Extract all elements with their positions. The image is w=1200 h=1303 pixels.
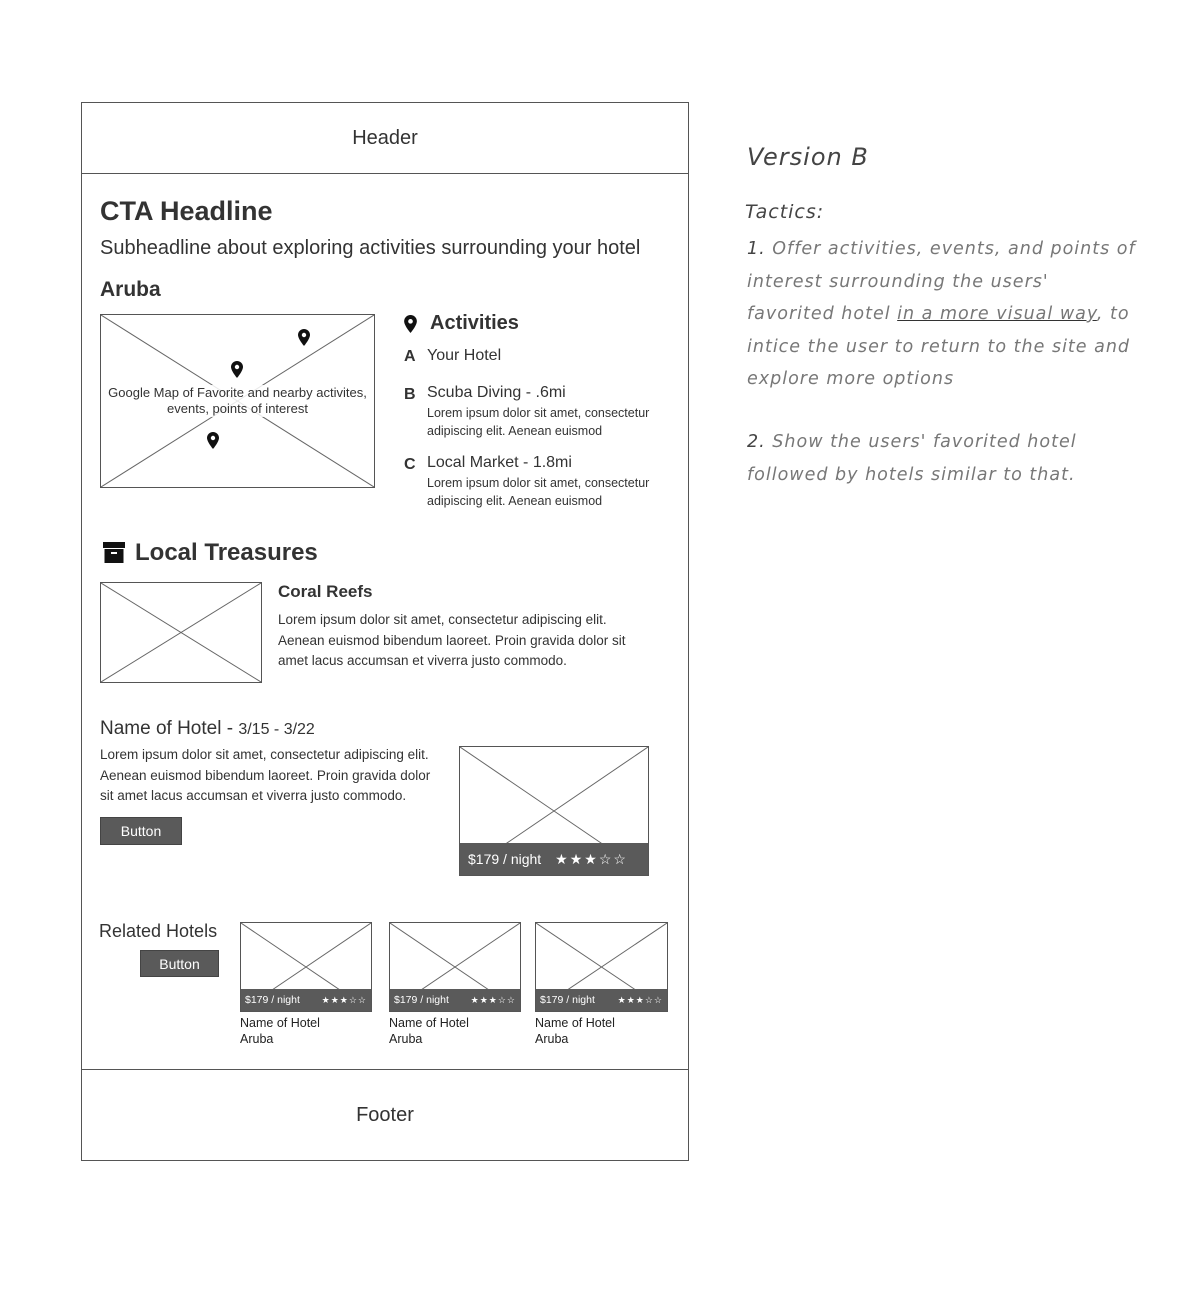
map-caption: Google Map of Favorite and nearby activites, events, points of interest — [101, 385, 374, 417]
hotel-name[interactable]: Name of Hotel - — [100, 718, 239, 739]
activity-description: Lorem ipsum dolor sit amet, consectetur adipiscing elit. Aenean euismod — [427, 406, 650, 438]
related-hotel-name[interactable]: Name of Hotel — [535, 1016, 615, 1030]
star-rating: ★★★☆☆ — [321, 994, 367, 1005]
tactic-text: Offer activities, events, and points of interest surrounding the users' favorited hotel — [747, 239, 1136, 324]
footer — [81, 1069, 689, 1161]
archive-box-icon — [103, 542, 125, 563]
price-label: $179 / night — [468, 851, 542, 867]
map-pin-icon — [298, 329, 310, 346]
tactic-2 — [747, 426, 1137, 491]
related-button[interactable]: Button — [140, 950, 219, 977]
activity-name[interactable]: Your Hotel — [427, 347, 502, 364]
map-pin-icon — [404, 315, 417, 333]
tactic-number: 2. — [747, 432, 766, 452]
hotel-image-card[interactable] — [459, 746, 649, 876]
related-hotel-card[interactable] — [389, 922, 521, 1012]
star-rating: ★★★☆☆ — [617, 994, 663, 1005]
tactic-number: 1. — [747, 239, 766, 259]
related-hotel-location: Aruba — [535, 1031, 569, 1046]
related-hotel-card[interactable] — [240, 922, 372, 1012]
related-hotel-location: Aruba — [240, 1031, 274, 1046]
tactic-1 — [747, 233, 1137, 396]
image-placeholder[interactable] — [100, 582, 262, 683]
price-label: $179 / night — [394, 994, 449, 1006]
price-bar — [241, 989, 371, 1011]
header — [81, 102, 689, 174]
price-label: $179 / night — [540, 994, 595, 1006]
location-heading: Aruba — [100, 278, 161, 301]
activities-title: Activities — [430, 312, 519, 334]
tactic-text: Show the users' favorited hotel followed by hotels similar to that. — [747, 432, 1077, 485]
price-label: $179 / night — [245, 994, 300, 1006]
related-hotel-info — [240, 1016, 320, 1047]
price-bar — [460, 843, 648, 875]
related-hotel-location: Aruba — [389, 1031, 423, 1046]
tactic-text: , to intice the user to return to the site and explore more options — [747, 304, 1131, 389]
hotel-button[interactable]: Button — [100, 817, 182, 845]
cta-headline: CTA Headline — [100, 196, 273, 226]
activity-letter: A — [404, 348, 416, 365]
related-hotel-info — [535, 1016, 615, 1047]
map-placeholder[interactable] — [100, 314, 375, 488]
footer-label: Footer — [356, 1103, 414, 1126]
subheadline: Subheadline about exploring activities surrounding your hotel — [100, 237, 641, 259]
activity-name[interactable]: Local Market - 1.8mi — [427, 454, 572, 471]
hotel-description: Lorem ipsum dolor sit amet, consectetur adipiscing elit. Aenean euismod bibendum laoreet. Proin gravida dolor sit amet lacus accumsan et viverra justo commodo. — [100, 747, 431, 803]
activity-letter: B — [404, 386, 416, 403]
version-label: Version B — [747, 143, 869, 171]
local-treasures-title: Local Treasures — [135, 539, 318, 566]
tactic-emphasis: in a more visual way — [897, 304, 1097, 324]
star-rating: ★★★☆☆ — [470, 994, 516, 1005]
star-rating: ★★★☆☆ — [555, 850, 628, 867]
map-pin-icon — [231, 361, 243, 378]
related-hotel-card[interactable] — [535, 922, 668, 1012]
related-hotel-name[interactable]: Name of Hotel — [240, 1016, 320, 1030]
price-bar — [536, 989, 667, 1011]
treasure-description: Lorem ipsum dolor sit amet, consectetur adipiscing elit. Aenean euismod bibendum laoreet. Proin gravida dolor sit amet lacus accumsan et viverra justo commodo. — [278, 612, 626, 668]
price-bar — [390, 989, 520, 1011]
activity-letter: C — [404, 456, 416, 473]
map-pin-icon — [207, 432, 219, 449]
tactics-label: Tactics: — [745, 201, 825, 223]
activity-name[interactable]: Scuba Diving - .6mi — [427, 384, 566, 401]
related-hotels-title: Related Hotels — [99, 921, 218, 941]
hotel-dates: 3/15 - 3/22 — [238, 721, 315, 738]
treasure-title[interactable]: Coral Reefs — [278, 582, 373, 601]
header-label: Header — [352, 126, 418, 149]
related-hotel-name[interactable]: Name of Hotel — [389, 1016, 469, 1030]
activity-description: Lorem ipsum dolor sit amet, consectetur adipiscing elit. Aenean euismod — [427, 476, 650, 508]
hotel-heading — [100, 718, 315, 740]
related-hotel-info — [389, 1016, 469, 1047]
